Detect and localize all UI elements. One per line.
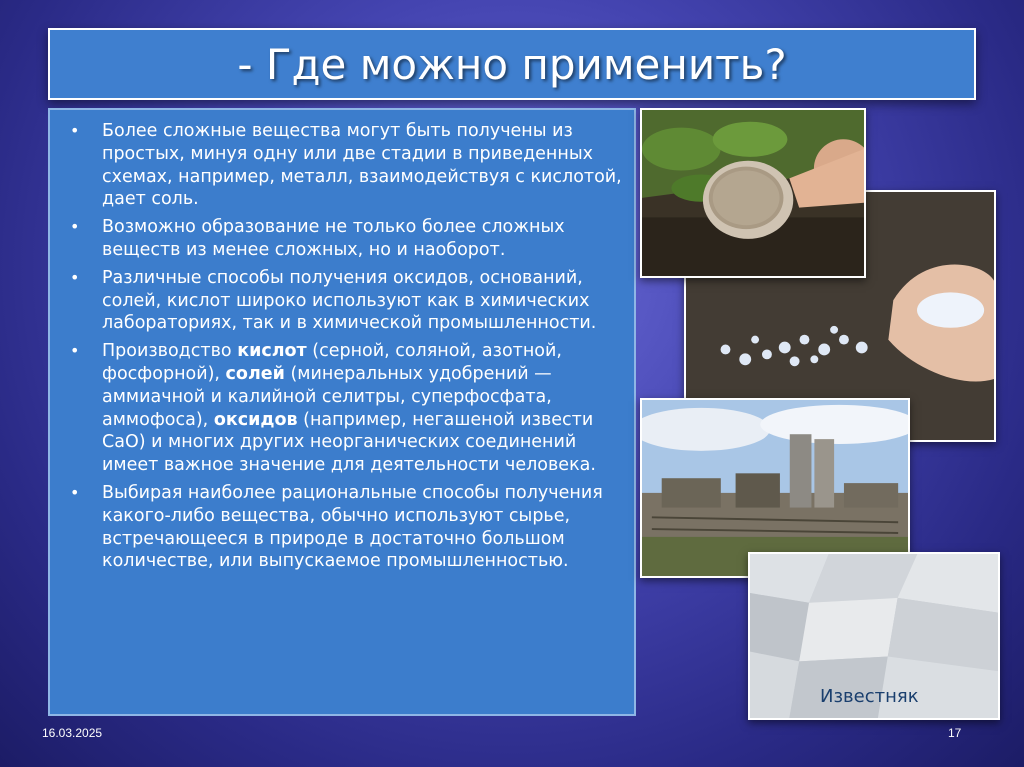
bullet-marker: • xyxy=(70,121,80,140)
bullet-item xyxy=(70,267,622,335)
bullet-text: Различные способы получения оксидов, оснований, солей, кислот широко используют как в химических лабораториях, так и в химической промышленности. xyxy=(102,267,597,334)
bullet-marker: • xyxy=(70,341,80,361)
bullet-item xyxy=(70,216,622,262)
bullet-text: Возможно образование не только более сложных веществ из менее сложных, но и наоборот. xyxy=(102,217,565,260)
bullet-item xyxy=(70,340,622,477)
footer-date: 16.03.2025 xyxy=(42,726,103,740)
bullet-text: (например, негашеной извести CaO) и многих других неорганических соединений имеет важное значение для деятельности человека. xyxy=(102,409,596,476)
bullet-bold-text: солей xyxy=(225,363,285,384)
bullet-text: Производство xyxy=(102,341,238,362)
bullet-item xyxy=(70,482,622,573)
photo-fertilizer-cup xyxy=(640,108,866,278)
slide-title: - Где можно применить? xyxy=(237,39,787,89)
photo-chemical-plant xyxy=(640,398,910,578)
bullet-bold-text: кислот xyxy=(237,341,307,362)
limestone-caption: Известняк xyxy=(820,686,919,707)
bullet-text: Более сложные вещества могут быть получены из простых, минуя одну или две стадии в приведенных схемах, например, металл, взаимодействуя с кислотой, дает соль. xyxy=(102,121,622,210)
page-number: 17 xyxy=(948,726,962,740)
bullet-marker: • xyxy=(70,217,80,237)
bullet-item xyxy=(70,120,622,211)
bullet-text: (минеральных удобрений — аммиачной и калийной селитры, суперфосфата, аммофоса), xyxy=(102,363,552,430)
bullet-marker: • xyxy=(70,482,80,502)
bullet-list xyxy=(70,120,622,573)
bullet-bold-text: оксидов xyxy=(213,409,298,430)
content-box xyxy=(48,108,636,716)
title-box xyxy=(48,28,976,100)
bullet-marker: • xyxy=(70,267,80,287)
bullet-text: Выбирая наиболее рациональные способы получения какого-либо вещества, обычно используют сырье, встречающееся в природе в достаточно большом количестве, или выпускаемое промышленностью. xyxy=(102,482,603,572)
bullet-text: (серной, соляной, азотной, фосфорной), xyxy=(102,341,562,384)
